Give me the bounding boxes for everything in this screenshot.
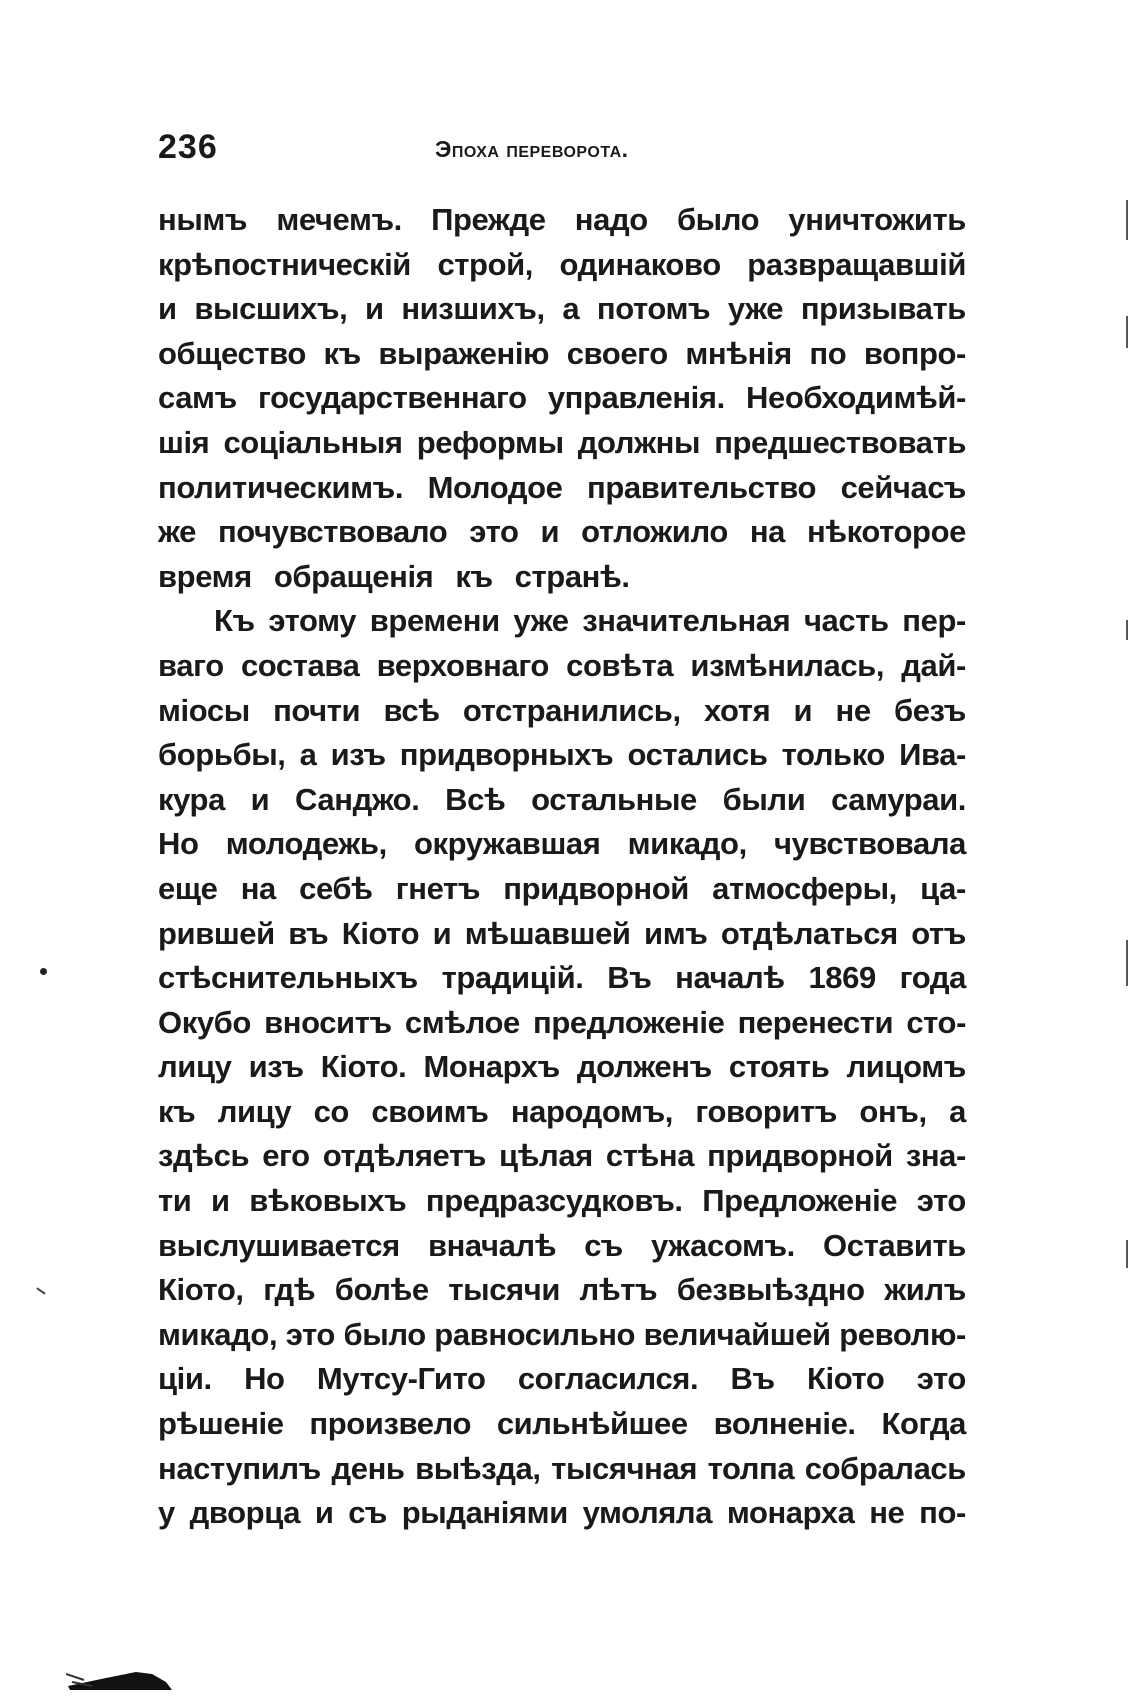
word: почувствовало bbox=[217, 514, 448, 550]
word: зна- bbox=[905, 1138, 966, 1174]
word: вноситъ bbox=[264, 1004, 392, 1040]
word: по bbox=[809, 335, 847, 371]
word: Въ bbox=[607, 960, 652, 996]
scan-ink-blot bbox=[66, 1652, 174, 1692]
word: уже bbox=[727, 291, 784, 327]
word: придворной bbox=[503, 870, 689, 906]
scan-edge-marks bbox=[1126, 200, 1129, 1400]
word: Прежде bbox=[431, 202, 546, 237]
word: Монархъ bbox=[423, 1049, 560, 1085]
word: своего bbox=[566, 335, 668, 371]
word: и bbox=[793, 692, 813, 728]
text-line bbox=[158, 421, 966, 466]
text-line bbox=[158, 287, 966, 332]
word: микадо, bbox=[158, 1316, 278, 1352]
word: лицу bbox=[158, 1049, 232, 1085]
word: и bbox=[314, 1495, 334, 1531]
word: предшествовать bbox=[714, 424, 966, 460]
word: болѣе bbox=[334, 1272, 429, 1308]
word: на bbox=[240, 870, 276, 906]
text-line bbox=[158, 1224, 966, 1269]
word: къ bbox=[323, 335, 361, 371]
word: это bbox=[285, 1316, 335, 1352]
word: Кіото. bbox=[320, 1049, 407, 1085]
text-line bbox=[158, 1045, 966, 1090]
word: Всѣ bbox=[445, 781, 506, 817]
word: управленія. bbox=[547, 380, 725, 416]
word: вопро- bbox=[863, 335, 966, 371]
word: съ bbox=[584, 1227, 623, 1263]
text-line bbox=[158, 555, 966, 600]
word: и bbox=[432, 915, 452, 951]
word: остальные bbox=[531, 781, 697, 817]
word: Но bbox=[244, 1361, 285, 1397]
text-line bbox=[158, 956, 966, 1001]
text-line bbox=[158, 1491, 966, 1536]
word: Когда bbox=[881, 1406, 966, 1442]
word: Къ bbox=[214, 603, 255, 639]
word: и bbox=[250, 781, 270, 817]
word: сейчасъ bbox=[840, 469, 966, 505]
text-line bbox=[158, 733, 966, 778]
word: жилъ bbox=[884, 1272, 966, 1308]
word: его bbox=[262, 1138, 310, 1174]
word: Кіото bbox=[807, 1361, 885, 1397]
word: отдѣляетъ bbox=[322, 1138, 486, 1174]
word: равносильно bbox=[434, 1316, 636, 1352]
word: отстранились, bbox=[462, 692, 681, 728]
word: лицу bbox=[217, 1093, 292, 1129]
scan-edge-tick bbox=[1126, 316, 1128, 348]
word: уничтожить bbox=[788, 202, 966, 237]
text-line bbox=[158, 912, 966, 957]
word: сто- bbox=[906, 1004, 966, 1040]
word: предразсудковъ. bbox=[425, 1183, 683, 1219]
word: съ bbox=[348, 1495, 387, 1531]
word: онъ, bbox=[859, 1093, 927, 1129]
word: чувствовала bbox=[774, 826, 966, 862]
word: уже bbox=[513, 603, 569, 639]
word: пер- bbox=[902, 603, 966, 639]
word: нымъ bbox=[158, 202, 248, 237]
text-line bbox=[158, 689, 966, 734]
word: ужасомъ. bbox=[650, 1227, 795, 1263]
word: со bbox=[313, 1093, 349, 1129]
word: ца- bbox=[920, 870, 966, 906]
word: общество bbox=[158, 335, 306, 371]
word: Но bbox=[158, 826, 199, 862]
word: Ива- bbox=[899, 737, 966, 773]
word: Оставить bbox=[823, 1227, 966, 1263]
word: же bbox=[158, 514, 197, 550]
word: ціи. bbox=[158, 1361, 212, 1397]
text-line bbox=[158, 198, 966, 243]
word: тысячи bbox=[448, 1272, 560, 1308]
word: и bbox=[540, 514, 560, 550]
word: револю- bbox=[839, 1316, 966, 1352]
word: атмосферы, bbox=[712, 870, 897, 906]
word: обращенія bbox=[273, 558, 434, 594]
word: измѣнилась, bbox=[690, 647, 885, 683]
word: Молодое bbox=[427, 469, 563, 505]
word: не bbox=[869, 1495, 905, 1531]
text-line bbox=[158, 1134, 966, 1179]
word: это bbox=[469, 514, 519, 550]
word: а bbox=[949, 1093, 966, 1129]
word: гнетъ bbox=[395, 870, 481, 906]
word: по- bbox=[919, 1495, 966, 1531]
word: къ bbox=[455, 558, 493, 594]
word: волненіе. bbox=[713, 1406, 856, 1442]
running-title: Эпоха переворота. bbox=[435, 136, 629, 162]
text-line bbox=[158, 1402, 966, 1447]
word: времени bbox=[369, 603, 500, 639]
word: самураи. bbox=[831, 781, 966, 817]
word: отдѣлаться bbox=[720, 915, 898, 951]
text-line bbox=[158, 1268, 966, 1313]
word: величайшей bbox=[643, 1316, 831, 1352]
word: были bbox=[722, 781, 806, 817]
page-number: 236 bbox=[158, 128, 218, 166]
text-line bbox=[158, 1090, 966, 1135]
word: остались bbox=[627, 737, 768, 773]
word: еще bbox=[158, 870, 218, 906]
word: своимъ bbox=[371, 1093, 489, 1129]
word: сильнѣйшее bbox=[496, 1406, 688, 1442]
word: мѣшавшей bbox=[464, 915, 631, 951]
word: лицомъ bbox=[846, 1049, 966, 1085]
scan-edge-tick bbox=[1126, 200, 1128, 240]
word: началѣ bbox=[675, 960, 785, 996]
word: правительство bbox=[587, 469, 817, 505]
word: рѣшеніе bbox=[158, 1406, 284, 1442]
word: это bbox=[916, 1183, 966, 1219]
word: дворца bbox=[189, 1495, 301, 1531]
word: кура bbox=[158, 781, 225, 817]
word: Санджо. bbox=[295, 781, 420, 817]
word: себѣ bbox=[299, 870, 373, 906]
text-line bbox=[158, 376, 966, 421]
word: призывать bbox=[800, 291, 966, 327]
word: толпа bbox=[707, 1450, 795, 1486]
word: Окубо bbox=[158, 1004, 251, 1040]
word: почти bbox=[273, 692, 361, 728]
margin-dot-mark bbox=[40, 968, 47, 975]
word: было bbox=[343, 1316, 426, 1352]
word: было bbox=[676, 202, 760, 237]
word: ти bbox=[158, 1183, 192, 1219]
word: традицій. bbox=[441, 960, 584, 996]
word: развращавшій bbox=[747, 246, 966, 282]
word: имъ bbox=[644, 915, 708, 951]
margin-dash-mark bbox=[36, 1287, 45, 1294]
word: и bbox=[158, 291, 177, 327]
word: монарха bbox=[726, 1495, 855, 1531]
word: согласился. bbox=[517, 1361, 699, 1397]
word: отложило bbox=[581, 514, 728, 550]
word: хотя bbox=[703, 692, 771, 728]
word: должны bbox=[577, 424, 701, 460]
word: вѣковыхъ bbox=[249, 1183, 407, 1219]
word: стѣснительныхъ bbox=[158, 960, 418, 996]
word: изъ bbox=[248, 1049, 304, 1085]
word: микадо, bbox=[627, 826, 747, 862]
text-line bbox=[158, 1357, 966, 1402]
word: произвело bbox=[309, 1406, 471, 1442]
word: значительная bbox=[582, 603, 791, 639]
word: государственнаго bbox=[258, 380, 527, 416]
word: верховнаго bbox=[376, 647, 549, 683]
text-line bbox=[158, 778, 966, 823]
word: умоляла bbox=[582, 1495, 713, 1531]
text-line bbox=[158, 1313, 966, 1358]
word: въ bbox=[288, 915, 329, 951]
text-line bbox=[158, 599, 966, 644]
text-line bbox=[158, 1001, 966, 1046]
word: придворныхъ bbox=[399, 737, 614, 773]
word: надо bbox=[574, 202, 648, 237]
word: часть bbox=[803, 603, 889, 639]
word: мечемъ. bbox=[276, 202, 402, 237]
text-line bbox=[158, 243, 966, 288]
word: лѣтъ bbox=[579, 1272, 658, 1308]
word: всѣ bbox=[383, 692, 440, 728]
word: а bbox=[299, 737, 317, 773]
word: это bbox=[916, 1361, 966, 1397]
word: здѣсь bbox=[158, 1138, 250, 1174]
word: крѣпостническій bbox=[158, 246, 411, 282]
word: соціальныя bbox=[223, 424, 403, 460]
text-line bbox=[158, 332, 966, 377]
word: долженъ bbox=[576, 1049, 712, 1085]
scan-edge-tick bbox=[1126, 1240, 1128, 1268]
word: низшихъ, bbox=[401, 291, 545, 327]
word: народомъ, bbox=[510, 1093, 673, 1129]
word: состава bbox=[240, 647, 360, 683]
scan-edge-tick bbox=[1126, 940, 1128, 986]
word: и bbox=[211, 1183, 230, 1219]
word: гдѣ bbox=[263, 1272, 316, 1308]
word: совѣта bbox=[566, 647, 674, 683]
word: странѣ. bbox=[514, 558, 630, 594]
word: и bbox=[364, 291, 384, 327]
running-head bbox=[158, 128, 966, 176]
word: отъ bbox=[911, 915, 966, 951]
word: міосы bbox=[158, 692, 250, 728]
word: выѣзда, bbox=[415, 1450, 541, 1486]
word: потомъ bbox=[596, 291, 711, 327]
word: одинаково bbox=[559, 246, 721, 282]
text-line bbox=[158, 466, 966, 511]
word: выслушивается bbox=[158, 1227, 400, 1263]
word: реформы bbox=[416, 424, 564, 460]
body-text bbox=[158, 198, 966, 1536]
word: шія bbox=[158, 424, 210, 460]
word: политическимъ. bbox=[158, 469, 404, 505]
word: къ bbox=[158, 1093, 196, 1129]
word: придворной bbox=[707, 1138, 893, 1174]
word: Мутсу-Гито bbox=[316, 1361, 486, 1397]
word: предложеніе bbox=[533, 1004, 725, 1040]
word: рившей bbox=[158, 915, 275, 951]
word: наступилъ bbox=[158, 1450, 321, 1486]
word: день bbox=[331, 1450, 405, 1486]
word: окружавшая bbox=[414, 826, 601, 862]
word: а bbox=[562, 291, 580, 327]
word: рыданіями bbox=[401, 1495, 568, 1531]
word: смѣлое bbox=[404, 1004, 520, 1040]
word: молодежь, bbox=[225, 826, 387, 862]
word: собралась bbox=[804, 1450, 966, 1486]
word: 1869 bbox=[808, 960, 876, 996]
word: строй, bbox=[437, 246, 534, 282]
word: не bbox=[835, 692, 871, 728]
text-line bbox=[158, 1447, 966, 1492]
word: изъ bbox=[330, 737, 386, 773]
word: года bbox=[899, 960, 966, 996]
word: у bbox=[158, 1495, 175, 1531]
word: безвыѣздно bbox=[676, 1272, 865, 1308]
word: мнѣнія bbox=[685, 335, 792, 371]
text-line bbox=[158, 822, 966, 867]
text-line bbox=[158, 644, 966, 689]
word: на bbox=[749, 514, 786, 550]
word: перенести bbox=[737, 1004, 894, 1040]
word: нѣкоторое bbox=[806, 514, 966, 550]
word: Предложеніе bbox=[702, 1183, 898, 1219]
word: самъ bbox=[158, 380, 237, 416]
text-line bbox=[158, 867, 966, 912]
word: безъ bbox=[893, 692, 966, 728]
word: вначалѣ bbox=[427, 1227, 557, 1263]
text-line bbox=[158, 1179, 966, 1224]
word: высшихъ, bbox=[194, 291, 348, 327]
word: говоритъ bbox=[695, 1093, 838, 1129]
word: время bbox=[158, 558, 252, 594]
word: только bbox=[781, 737, 885, 773]
word: стѣна bbox=[605, 1138, 695, 1174]
word: дай- bbox=[901, 647, 966, 683]
word: Необходимѣй- bbox=[746, 380, 966, 416]
word: тысячная bbox=[551, 1450, 698, 1486]
word: Кіото, bbox=[158, 1272, 244, 1308]
scan-edge-tick bbox=[1126, 620, 1128, 640]
word: Въ bbox=[730, 1361, 775, 1397]
word: стоять bbox=[728, 1049, 830, 1085]
word: цѣлая bbox=[499, 1138, 593, 1174]
word: ваго bbox=[158, 647, 224, 683]
word: этому bbox=[268, 603, 357, 639]
word: Кіото bbox=[341, 915, 420, 951]
word: борьбы, bbox=[158, 737, 286, 773]
word: выраженію bbox=[378, 335, 550, 371]
text-line bbox=[158, 510, 966, 555]
